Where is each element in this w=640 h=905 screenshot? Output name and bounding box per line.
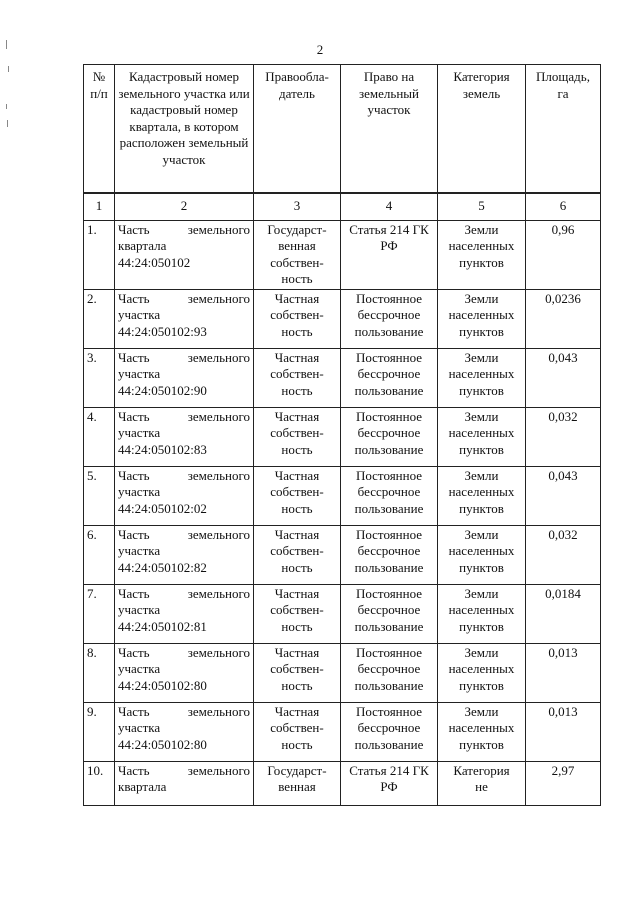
owner-cell: Частная собствен- ность <box>254 643 341 702</box>
land-right-cell: Постоянное бессрочное пользование <box>341 466 438 525</box>
row-number: 3. <box>84 348 115 407</box>
cadastral-number-cell <box>115 525 254 584</box>
parcel-description: Часть земельного <box>118 762 250 778</box>
land-category-cell: Земли населенных пунктов <box>438 348 526 407</box>
table-row <box>84 643 601 702</box>
table-header-row <box>84 65 601 193</box>
cadastral-number-cell <box>115 466 254 525</box>
cadastral-number-cell <box>115 220 254 289</box>
area-cell: 0,032 <box>526 407 601 466</box>
cadastral-number: квартала <box>118 779 167 794</box>
land-right-cell: Постоянное бессрочное пользование <box>341 407 438 466</box>
land-category-cell: Земли населенных пунктов <box>438 702 526 761</box>
cadastral-number-cell <box>115 702 254 761</box>
area-cell: 0,96 <box>526 220 601 289</box>
cadastral-number: участка 44:24:050102:82 <box>118 543 207 575</box>
area-cell: 0,013 <box>526 702 601 761</box>
column-number: 2 <box>115 193 254 221</box>
area-cell: 0,0236 <box>526 289 601 348</box>
table-row <box>84 220 601 289</box>
land-right-cell: Статья 214 ГК РФ <box>341 220 438 289</box>
header-area: Площадь, га <box>526 65 601 193</box>
header-land-right: Право на земельный участок <box>341 65 438 193</box>
owner-cell: Государст- венная собствен- ность <box>254 220 341 289</box>
land-category-cell: Земли населенных пунктов <box>438 289 526 348</box>
table-row <box>84 525 601 584</box>
cadastral-number: участка 44:24:050102:90 <box>118 366 207 398</box>
parcel-description: Часть земельного <box>118 221 250 237</box>
area-cell: 0,013 <box>526 643 601 702</box>
cadastral-number: квартала 44:24:050102 <box>118 238 191 270</box>
area-cell: 0,0184 <box>526 584 601 643</box>
parcel-description: Часть земельного <box>118 290 250 306</box>
land-right-cell: Постоянное бессрочное пользование <box>341 584 438 643</box>
owner-cell: Частная собствен- ность <box>254 702 341 761</box>
cadastral-number-cell <box>115 407 254 466</box>
parcel-description: Часть земельного <box>118 644 250 660</box>
row-number: 1. <box>84 220 115 289</box>
column-numbers-row <box>84 193 601 221</box>
column-number: 3 <box>254 193 341 221</box>
header-owner: Правообла- датель <box>254 65 341 193</box>
cadastral-number: участка 44:24:050102:02 <box>118 484 207 516</box>
header-number: № п/п <box>84 65 115 193</box>
land-parcels-table <box>83 64 601 806</box>
table-row <box>84 702 601 761</box>
land-right-cell: Постоянное бессрочное пользование <box>341 643 438 702</box>
area-cell: 0,032 <box>526 525 601 584</box>
owner-cell: Частная собствен- ность <box>254 525 341 584</box>
cadastral-number: участка 44:24:050102:93 <box>118 307 207 339</box>
row-number: 10. <box>84 761 115 805</box>
owner-cell: Государст- венная <box>254 761 341 805</box>
parcel-description: Часть земельного <box>118 703 250 719</box>
land-category-cell: Земли населенных пунктов <box>438 584 526 643</box>
cadastral-number-cell <box>115 348 254 407</box>
row-number: 9. <box>84 702 115 761</box>
parcel-description: Часть земельного <box>118 408 250 424</box>
header-cadastral-number: Кадастровый номер земельного участка или кадастровый номер квартала, в котором расположен земельный участок <box>115 65 254 193</box>
cadastral-number-cell <box>115 289 254 348</box>
area-cell: 0,043 <box>526 466 601 525</box>
land-right-cell: Постоянное бессрочное пользование <box>341 702 438 761</box>
land-category-cell: Земли населенных пунктов <box>438 525 526 584</box>
land-category-cell: Категория не <box>438 761 526 805</box>
parcel-description: Часть земельного <box>118 467 250 483</box>
parcel-description: Часть земельного <box>118 526 250 542</box>
header-land-category: Категория земель <box>438 65 526 193</box>
cadastral-number-cell <box>115 761 254 805</box>
cadastral-number-cell <box>115 643 254 702</box>
cadastral-number: участка 44:24:050102:83 <box>118 425 207 457</box>
owner-cell: Частная собствен- ность <box>254 466 341 525</box>
table-row <box>84 761 601 805</box>
land-right-cell: Постоянное бессрочное пользование <box>341 525 438 584</box>
land-category-cell: Земли населенных пунктов <box>438 407 526 466</box>
column-number: 5 <box>438 193 526 221</box>
row-number: 5. <box>84 466 115 525</box>
cadastral-number: участка 44:24:050102:81 <box>118 602 207 634</box>
parcel-description: Часть земельного <box>118 349 250 365</box>
page-number: 2 <box>316 42 324 57</box>
land-right-cell: Постоянное бессрочное пользование <box>341 289 438 348</box>
area-cell: 0,043 <box>526 348 601 407</box>
land-right-cell: Статья 214 ГК РФ <box>341 761 438 805</box>
row-number: 4. <box>84 407 115 466</box>
area-cell: 2,97 <box>526 761 601 805</box>
table-row <box>84 407 601 466</box>
row-number: 6. <box>84 525 115 584</box>
row-number: 8. <box>84 643 115 702</box>
column-number: 6 <box>526 193 601 221</box>
column-number: 4 <box>341 193 438 221</box>
row-number: 2. <box>84 289 115 348</box>
owner-cell: Частная собствен- ность <box>254 289 341 348</box>
table-row <box>84 348 601 407</box>
cadastral-number: участка 44:24:050102:80 <box>118 720 207 752</box>
scan-edge-marks <box>6 40 12 130</box>
cadastral-number: участка 44:24:050102:80 <box>118 661 207 693</box>
land-category-cell: Земли населенных пунктов <box>438 643 526 702</box>
land-category-cell: Земли населенных пунктов <box>438 220 526 289</box>
owner-cell: Частная собствен- ность <box>254 584 341 643</box>
land-category-cell: Земли населенных пунктов <box>438 466 526 525</box>
cadastral-number-cell <box>115 584 254 643</box>
land-right-cell: Постоянное бессрочное пользование <box>341 348 438 407</box>
column-number: 1 <box>84 193 115 221</box>
parcel-description: Часть земельного <box>118 585 250 601</box>
table-row <box>84 584 601 643</box>
owner-cell: Частная собствен- ность <box>254 407 341 466</box>
row-number: 7. <box>84 584 115 643</box>
table-row <box>84 466 601 525</box>
table-row <box>84 289 601 348</box>
owner-cell: Частная собствен- ность <box>254 348 341 407</box>
